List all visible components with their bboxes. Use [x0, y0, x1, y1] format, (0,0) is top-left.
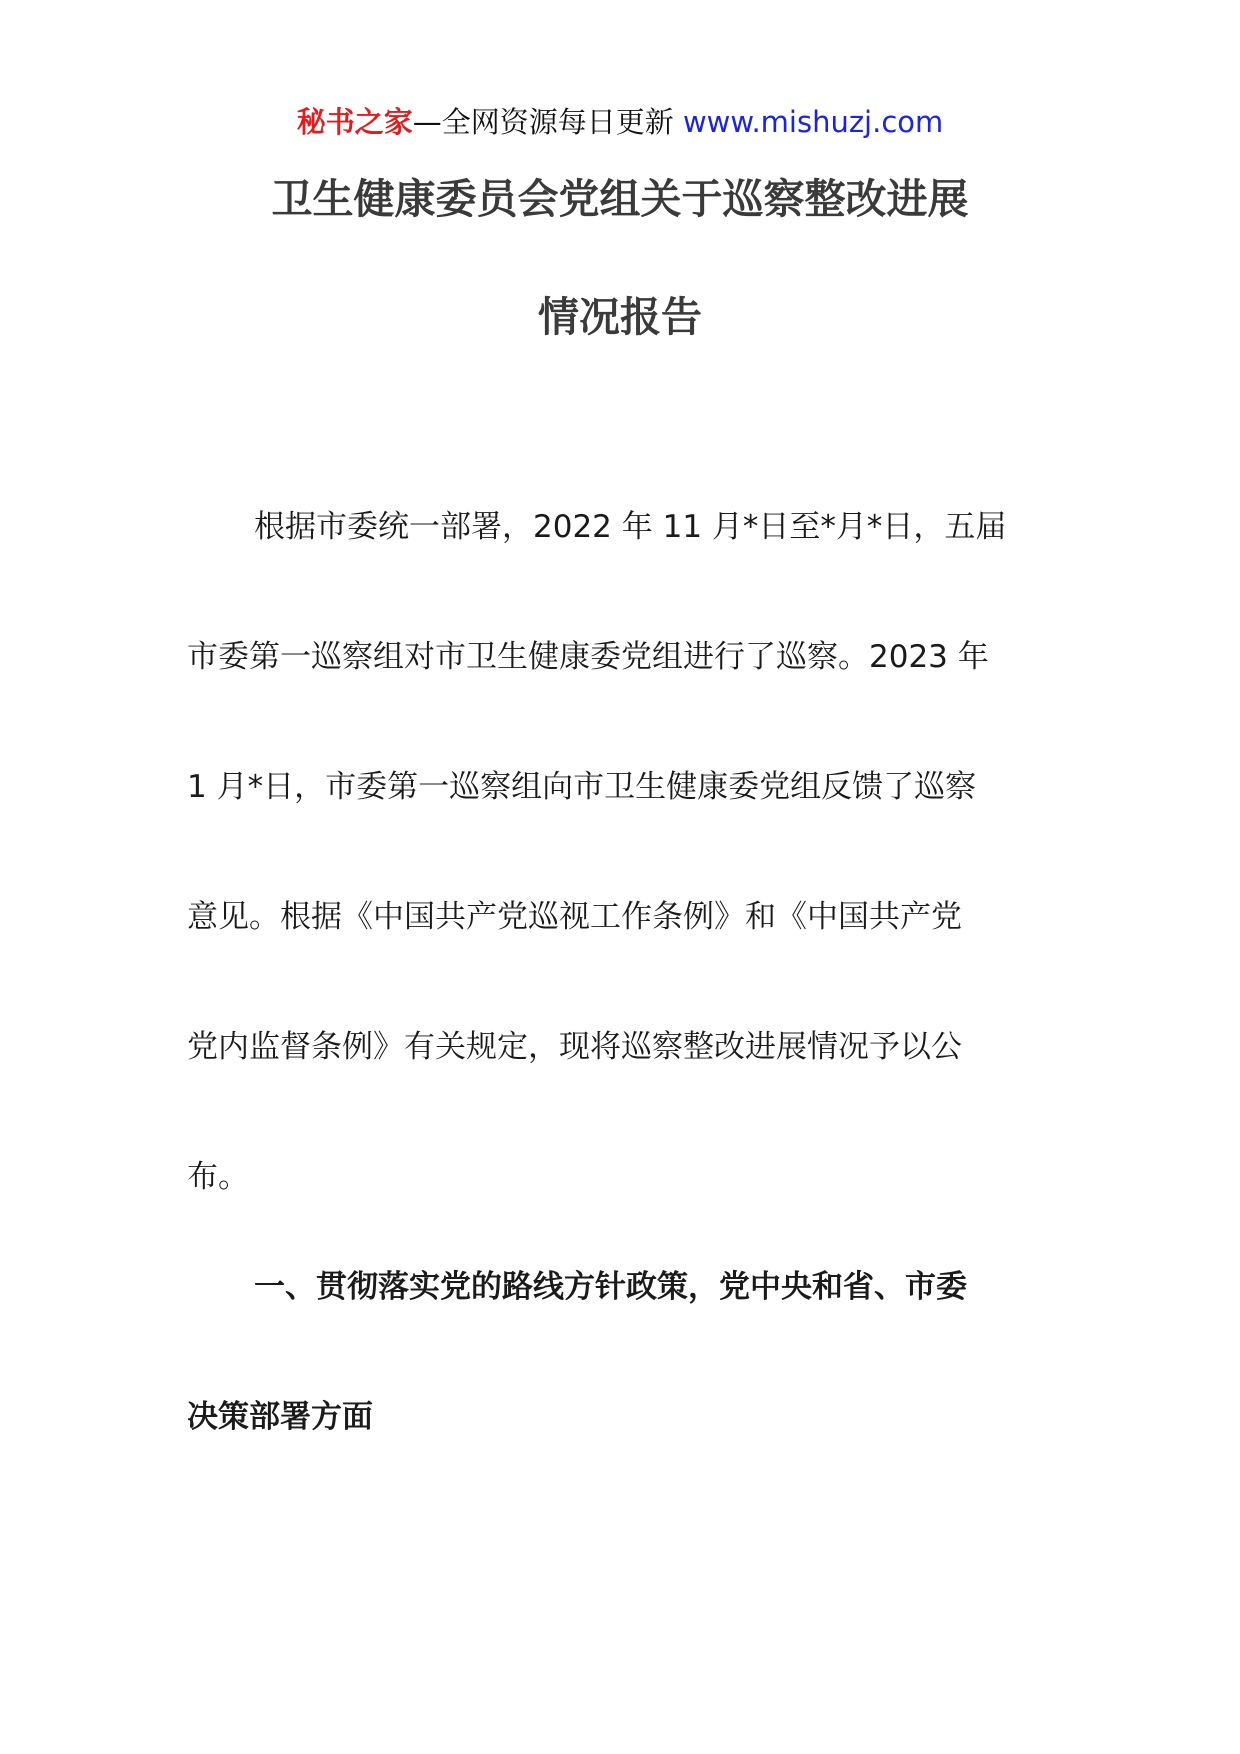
document-title-line-2: 情况报告	[538, 293, 702, 341]
brand-tagline: —全网资源每日更新	[412, 105, 674, 139]
brand-name: 秘书之家	[296, 105, 413, 139]
section-heading-line: 一、贯彻落实党的路线方针政策，党中央和省、市委	[254, 1269, 967, 1305]
intro-paragraph-line: 1 月*日，市委第一巡察组向市卫生健康委党组反馈了巡察	[187, 769, 977, 805]
intro-paragraph-line: 市委第一巡察组对市卫生健康委党组进行了巡察。2023 年	[187, 639, 989, 675]
intro-paragraph-line: 党内监督条例》有关规定，现将巡察整改进展情况予以公	[187, 1029, 962, 1065]
document-title-line-1: 卫生健康委员会党组关于巡察整改进展	[271, 175, 969, 223]
section-heading-line: 决策部署方面	[187, 1399, 373, 1435]
site-banner	[0, 100, 1240, 144]
site-url-link[interactable]: www.mishuzj.com	[682, 105, 944, 139]
intro-paragraph-line: 根据市委统一部署，2022 年 11 月*日至*月*日，五届	[254, 509, 1007, 545]
intro-paragraph-line: 意见。根据《中国共产党巡视工作条例》和《中国共产党	[187, 899, 962, 935]
intro-paragraph-line: 布。	[187, 1159, 249, 1195]
